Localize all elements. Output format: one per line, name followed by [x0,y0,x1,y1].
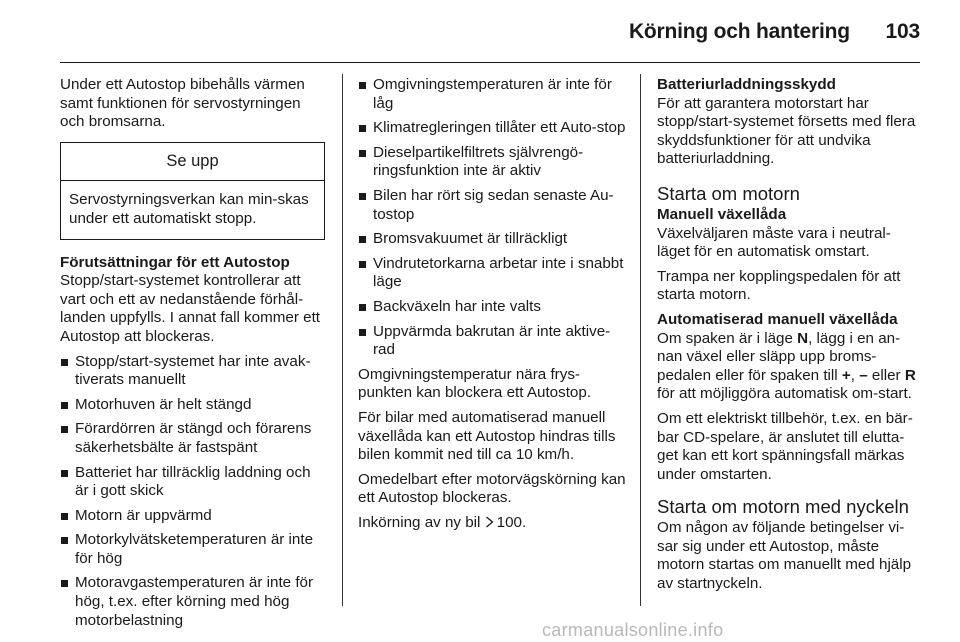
gear-n-label: N [797,329,809,347]
manual-gearbox-paragraph-1: Växelväljaren måste vara i neutral-läget för en automatisk omstart. [657,224,891,261]
list-item: Stopp/start-systemet har inte avak-tiverats manuellt [60,353,325,390]
page-title: Körning och hantering [628,20,850,43]
gear-plus-label: + [841,366,851,384]
automated-gearbox-note: För bilar med automatiserad manuell växellåda kan ett Autostop hindras tills bilen kommit ned till ca 10 km/h. [358,408,616,464]
restart-engine-heading: Starta om motorn [657,182,800,204]
motorway-note: Omedelbart efter motorvägskörning kan ett Autostop blockeras. [358,470,626,507]
page-reference-arrow-icon [485,516,494,528]
gear-r-label: R [904,366,916,384]
restart-with-key-heading: Starta om motorn med nyckeln [657,496,909,518]
prerequisites-list [60,353,325,631]
manual-gearbox-heading: Manuell växellåda [657,205,787,223]
battery-protection-heading: Batteriurladdningsskydd [657,76,836,93]
list-item: Förardörren är stängd och förarens säkerhetsbälte är fastspänt [60,420,325,457]
list-item: Dieselpartikelfiltrets självrengö-ringsfunktion inte är aktiv [358,144,626,181]
list-item: Vindrutetorkarna arbetar inte i snabbt läge [358,255,626,292]
column-middle [358,76,626,538]
list-item: Motorhuven är helt stängd [60,396,325,415]
text-run: , lägg i en an-nan växel eller släpp upp broms-pedalen eller för spaken till [657,329,901,384]
gear-minus-label: – [859,366,868,384]
caution-box [60,142,325,240]
text-run: , [850,366,860,384]
reference-page-link[interactable]: 100. [496,513,527,531]
caution-body: Servostyrningsverkan kan min-skas under ett automatiskt stopp. [69,191,309,227]
list-item: Motoravgastemperaturen är inte för hög, t.ex. efter körning med hög motorbelastning [60,574,325,630]
list-item: Motorkylvätsketemperaturen är inte för hög [60,531,325,568]
conditions-list [358,76,626,360]
column-left [60,76,325,636]
column-divider [342,74,343,606]
list-item: Klimatregleringen tillåter ett Auto-stop [358,119,626,138]
watermark: carmanualsonline.info [542,620,724,640]
column-divider [640,74,641,606]
manual-gearbox-paragraph-2: Trampa ner kopplingspedalen för att starta motorn. [657,267,901,304]
automated-gearbox-heading: Automatiserad manuell växellåda [657,310,898,328]
text-run: för att möjliggöra automatisk om-start. [657,385,912,403]
prerequisites-heading: Förutsättningar för ett Autostop [60,253,290,271]
list-item: Uppvärmda bakrutan är inte aktive-rad [358,323,626,360]
intro-paragraph: Under ett Autostop bibehålls värmen samt funktionen för servostyrningen och bromsarna. [60,76,305,131]
caution-title: Se upp [61,143,324,182]
list-item: Batteriet har tillräcklig laddning och är i gott skick [60,464,325,501]
column-right [657,76,922,600]
freezing-note: Omgivningstemperatur nära frys-punkten kan blockera ett Autostop. [358,365,592,402]
voltage-drop-paragraph: Om ett elektriskt tillbehör, t.ex. en bär-bar CD-spelare, är anslutet till elutta-get kan ett kort spänningsfall märkas under omstarten. [657,409,913,483]
restart-with-key-paragraph: Om någon av följande betingelser vi-sar sig under ett Autostop, måste motorn startas om manuellt med hjälp av startnyckeln. [657,519,912,593]
page-number: 103 [885,20,920,43]
page-header [629,20,920,44]
text-run: eller [867,366,905,384]
list-item: Bromsvakuumet är tillräckligt [358,230,626,249]
header-rule [60,62,920,63]
battery-protection-paragraph: För att garantera motorstart har stopp/start-systemet försetts med flera skyddsfunktioner för att undvika batteriurladdning. [657,94,916,168]
automated-gearbox-paragraph [657,330,922,404]
list-item: Backväxeln har inte valts [358,298,626,317]
reference-text: Inkörning av ny bil [358,513,485,531]
list-item: Omgivningstemperaturen är inte för låg [358,76,626,113]
text-run: Om spaken är i läge [657,329,798,347]
list-item: Motorn är uppvärmd [60,507,325,526]
list-item: Bilen har rört sig sedan senaste Au-tostop [358,187,626,224]
break-in-reference [358,514,626,533]
prerequisites-paragraph: Stopp/start-systemet kontrollerar att vart och ett av nedanstående förhål-landen uppfylls. I annat fall kommer ett Autostop att blockeras. [60,272,321,345]
